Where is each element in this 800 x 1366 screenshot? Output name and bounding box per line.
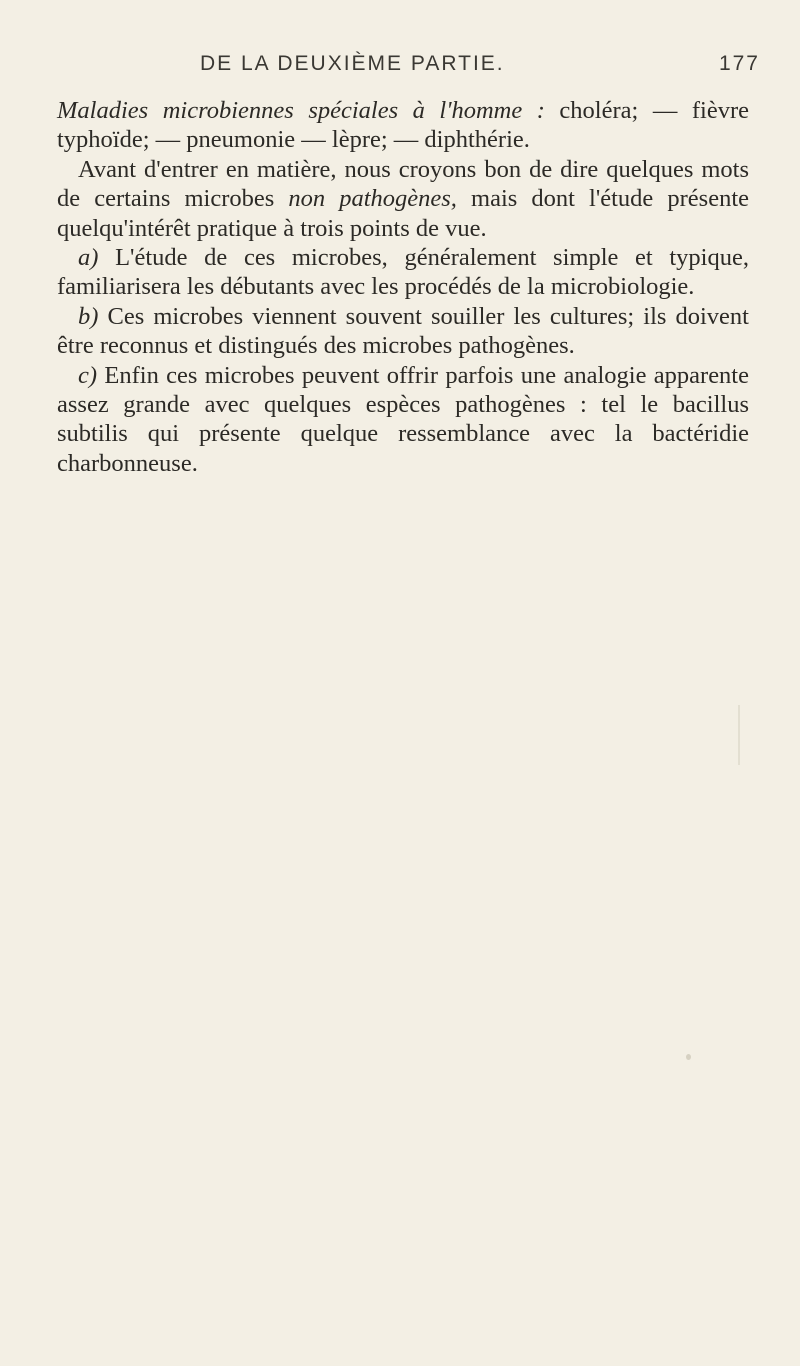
paragraph-intro (57, 155, 749, 243)
disease-list: choléra; — fièvre typhoïde; — pneumonie — lèpre; — diphthérie. (57, 97, 749, 154)
paragraph-diseases (57, 96, 749, 155)
paragraph-b (57, 302, 749, 361)
paper-speck (686, 1054, 691, 1060)
item-label-b: b) (78, 302, 99, 330)
paragraph-c (57, 361, 749, 479)
item-text-c: Enfin ces microbes peuvent offrir parfois une analogie apparente assez grande avec quelques espèces pathogènes : tel le bacillus subtilis qui présente quelque ressemblance avec la bactéridie charbonneuse. (57, 361, 749, 477)
item-label-a: a) (78, 244, 99, 272)
intro-text-end: mais dont l'étude présente quelqu'intérêt pratique à trois points de vue. (57, 185, 750, 242)
item-text-b: Ces microbes viennent souvent souiller les cultures; ils doivent être reconnus et distingués des microbes pathogènes. (57, 302, 749, 360)
running-title: DE LA DEUXIÈME PARTIE. (200, 52, 505, 75)
intro-text-start: Avant d'entrer en matière, nous croyons bon de dire quelques mots de certains microbes (57, 155, 749, 213)
paper-edge-mark (738, 705, 740, 765)
body-text (57, 96, 749, 478)
item-label-c: c) (78, 361, 98, 389)
paragraph-a (57, 243, 749, 302)
item-text-a: L'étude de ces microbes, généralement simple et typique, familiarisera les débutants avec les procédés de la microbiologie. (57, 244, 749, 301)
page-number: 177 (718, 52, 760, 75)
running-head (200, 52, 760, 82)
intro-italic-term: non pathogènes, (288, 185, 457, 213)
section-title: Maladies microbiennes spéciales à l'homme : (57, 97, 545, 124)
